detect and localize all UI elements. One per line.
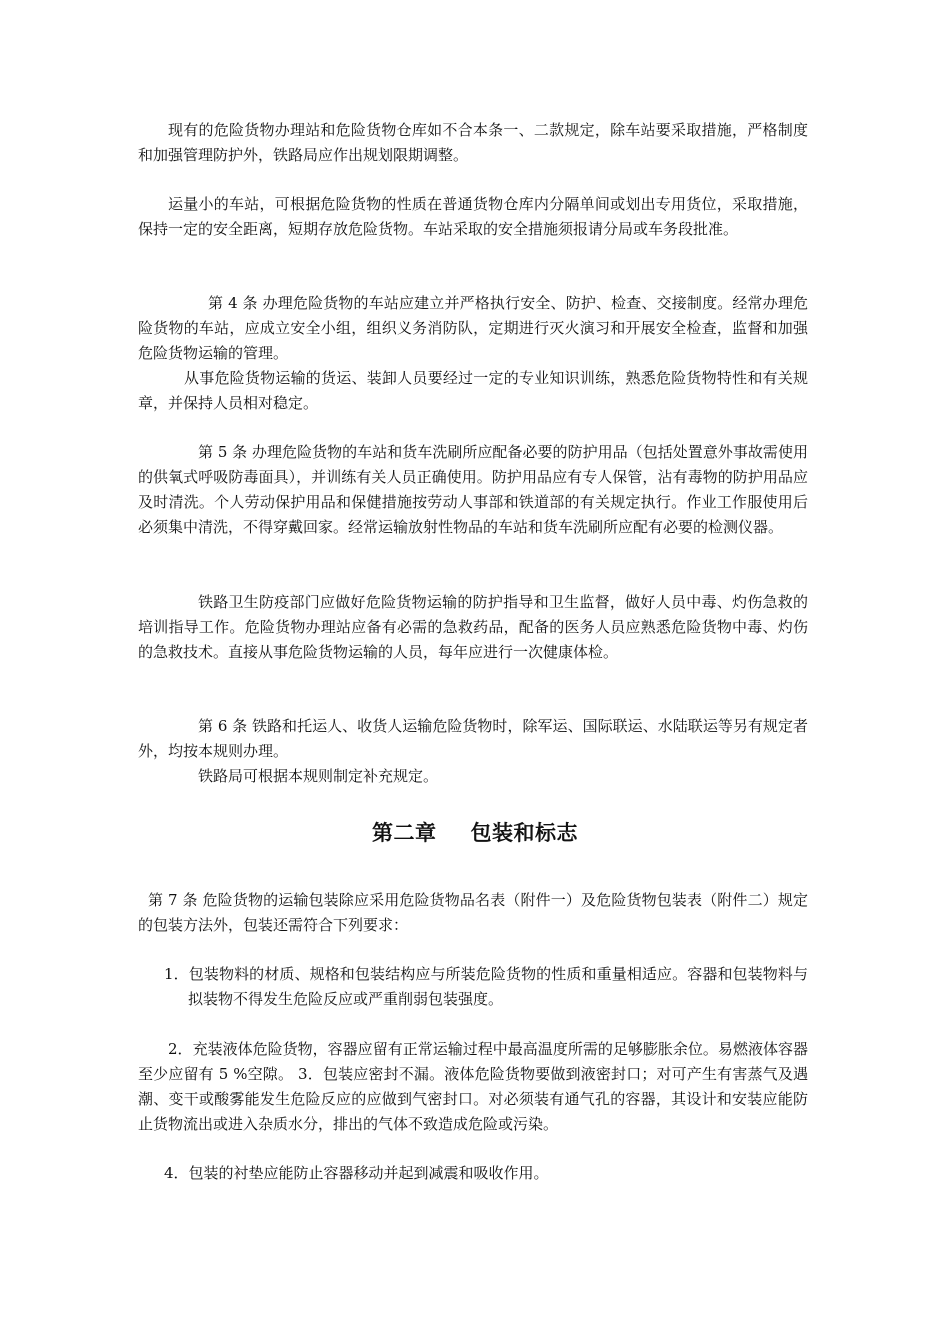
chapter-heading	[0, 818, 950, 848]
paragraph-article-7: 第 7 条 危险货物的运输包装除应采用危险货物品名表（附件一）及危险货物包装表（附件二）规定的包装方法外，包装还需符合下列要求：	[138, 891, 808, 934]
paragraph-supplementary-rules: 铁路局可根据本规则制定补充规定。	[198, 767, 439, 785]
paragraph-personnel-training: 从事危险货物运输的货运、装卸人员要经过一定的专业知识训练，熟悉危险货物特性和有关规章，并保持人员相对稳定。	[138, 369, 808, 412]
chapter-number: 第二章	[372, 820, 437, 845]
paragraph-small-station: 运量小的车站，可根据危险货物的性质在普通货物仓库内分隔单间或划出专用货位，采取措施，保持一定的安全距离，短期存放危险货物。车站采取的安全措施须报请分局或车务段批准。	[138, 195, 808, 238]
chapter-title: 包装和标志	[470, 820, 578, 845]
paragraph-article-5: 第 5 条 办理危险货物的车站和货车洗刷所应配备必要的防护用品（包括处置意外事故需使用的供氧式呼吸防毒面具），并训练有关人员正确使用。防护用品应有专人保管，沾有毒物的防护用品应及时清洗。个人劳动保护用品和保健措施按劳动人事部和铁道部的有关规定执行。作业工作服使用后必须集中清洗，不得穿戴回家。经常运输放射性物品的车站和货车洗刷所应配有必要的检测仪器。	[138, 443, 808, 536]
list-item-1: 1．包装物料的材质、规格和包装结构应与所装危险货物的性质和重量相适应。容器和包装物料与拟装物不得发生危险反应或严重削弱包装强度。	[164, 965, 808, 1008]
paragraph-article-6: 第 6 条 铁路和托运人、收货人运输危险货物时，除军运、国际联运、水陆联运等另有规定者外，均按本规则办理。	[138, 717, 808, 760]
list-item-4: 4．包装的衬垫应能防止容器移动并起到减震和吸收作用。	[164, 1164, 549, 1182]
list-item-2-3: 2．充装液体危险货物，容器应留有正常运输过程中最高温度所需的足够膨胀余位。易燃液体容器至少应留有 5 %空隙。 3．包装应密封不漏。液体危险货物要做到液密封口；对可产生有害蒸气及遇潮、变干或酸雾能发生危险反应的应做到气密封口。对必须装有通气孔的容器，其设计和安装应能防止货物流出或进入杂质水分，排出的气体不致造成危险或污染。	[138, 1040, 808, 1133]
paragraph-article-4: 第 4 条 办理危险货物的车站应建立并严格执行安全、防护、检查、交接制度。经常办理危险货物的车站，应成立安全小组，组织义务消防队，定期进行灭火演习和开展安全检查，监督和加强危险货物运输的管理。	[138, 294, 808, 362]
paragraph-warehouse-adjustment: 现有的危险货物办理站和危险货物仓库如不合本条一、二款规定，除车站要采取措施，严格制度和加强管理防护外，铁路局应作出规划限期调整。	[138, 121, 808, 164]
paragraph-health-supervision: 铁路卫生防疫部门应做好危险货物运输的防护指导和卫生监督，做好人员中毒、灼伤急救的培训指导工作。危险货物办理站应备有必需的急救药品，配备的医务人员应熟悉危险货物中毒、灼伤的急救技术。直接从事危险货物运输的人员，每年应进行一次健康体检。	[138, 593, 808, 661]
